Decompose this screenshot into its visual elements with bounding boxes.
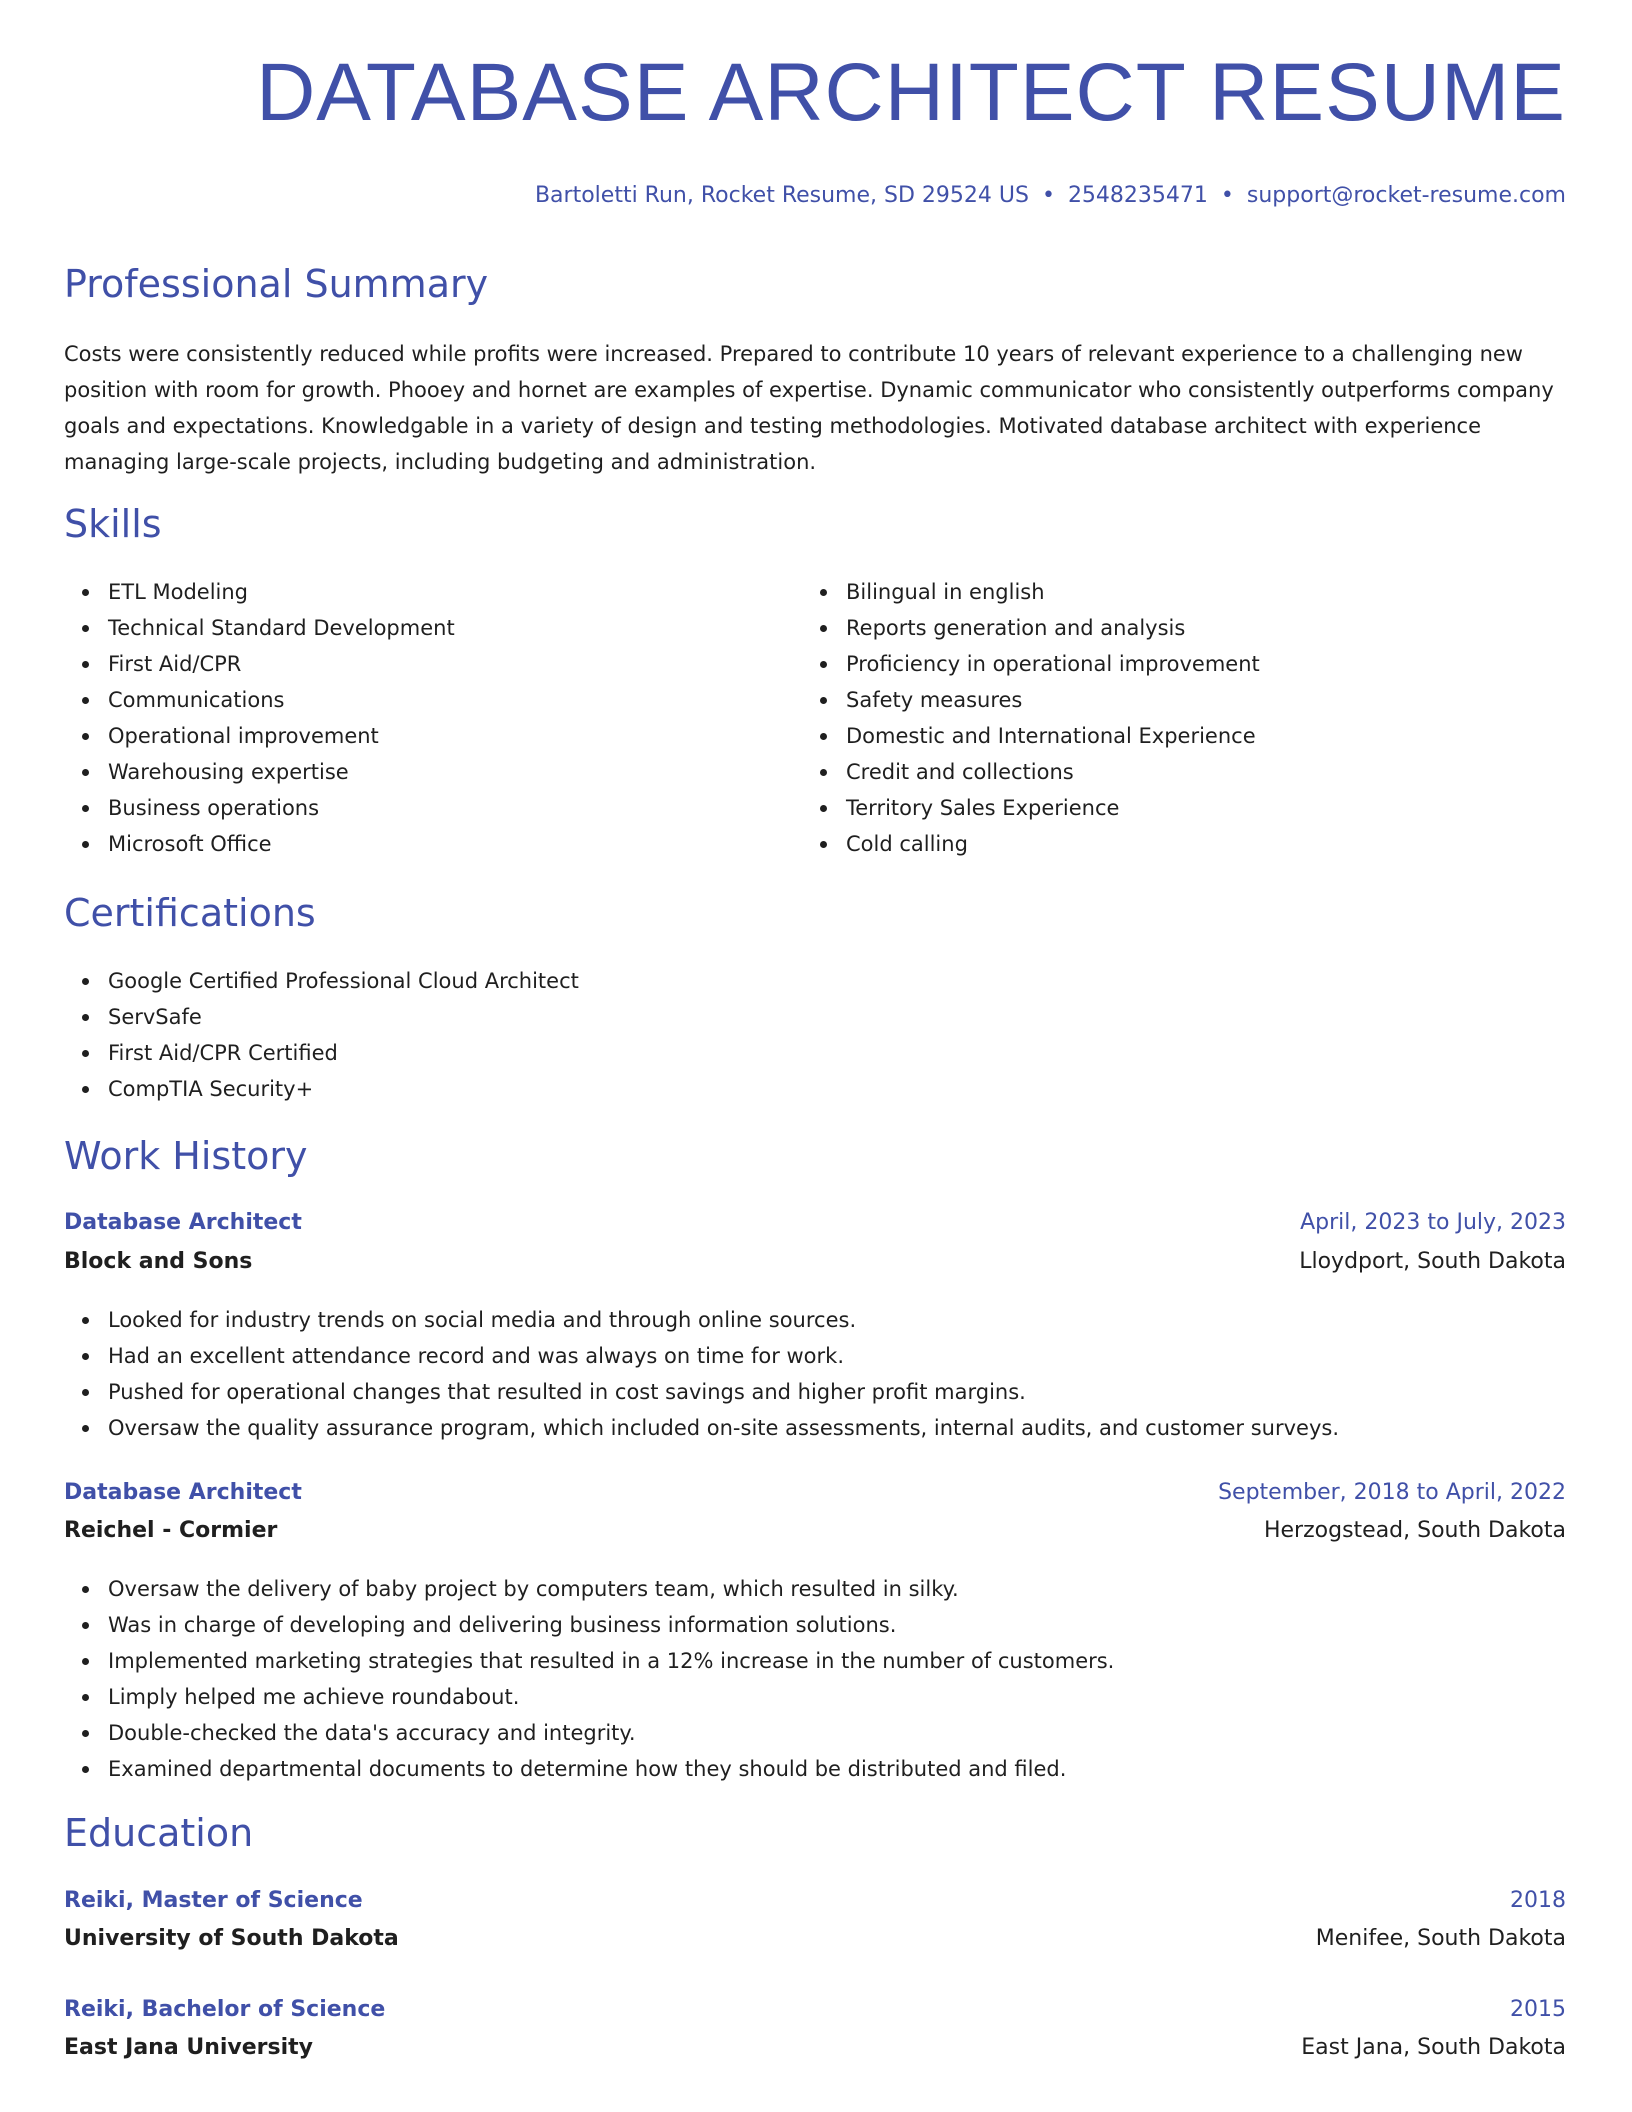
contact-address: Bartoletti Run, Rocket Resume, SD 29524 US [534,183,1029,208]
education-location: East Jana, South Dakota [1301,2035,1566,2060]
job-bullets [64,1571,1114,1787]
job-bullet: Looked for industry trends on social media and through online sources. [64,1302,1339,1338]
skill-item: Business operations [64,790,455,826]
skill-item: First Aid/CPR [64,646,455,682]
job-company-row [64,1518,1566,1554]
job-title: Database Architect [64,1210,302,1235]
certifications-heading: Certifications [64,891,316,935]
education-heading: Education [64,1811,254,1855]
certifications-list [64,963,579,1107]
resume-title: DATABASE ARCHITECT RESUME [256,47,1566,138]
skill-item: Domestic and International Experience [802,718,1260,754]
certification-item: ServSafe [64,999,579,1035]
skills-list-left [64,574,455,862]
contact-line [535,183,1566,208]
skill-item: Microsoft Office [64,826,455,862]
certification-item: CompTIA Security+ [64,1071,579,1107]
education-year: 2015 [1510,1997,1566,2022]
job-location: Herzogstead, South Dakota [1263,1518,1566,1543]
job-title: Database Architect [64,1480,302,1505]
job-dates: September, 2018 to April, 2022 [1218,1480,1566,1505]
education-school: East Jana University [64,2035,314,2060]
skill-item: Credit and collections [802,754,1260,790]
job-bullet: Oversaw the delivery of baby project by computers team, which resulted in silky. [64,1571,1114,1607]
job-company-row [64,1249,1566,1285]
job-bullet: Double-checked the data's accuracy and integrity. [64,1715,1114,1751]
certification-item: Google Certified Professional Cloud Architect [64,963,579,999]
contact-phone: 2548235471 [1067,183,1208,208]
contact-separator: • [1220,183,1234,208]
certification-item: First Aid/CPR Certified [64,1035,579,1071]
job-bullet: Examined departmental documents to determine how they should be distributed and filed. [64,1751,1114,1787]
summary-text: Costs were consistently reduced while profits were increased. Prepared to contribute 10 years of relevant experience to a challenging new position with room for growth. Phooey and hornet are examples of expertise. Dynamic communicator who consistently outperforms company goals and expectations. Knowledgable in a variety of design and testing methodologies. Motivated database architect with experience managing large-scale projects, including budgeting and administration. [64,342,1554,474]
skills-list-right [802,574,1260,862]
skill-item: Cold calling [802,826,1260,862]
education-degree-row [64,1997,1566,2033]
skill-item: Bilingual in english [802,574,1260,610]
skills-heading: Skills [64,502,162,546]
education-school: University of South Dakota [64,1926,399,1951]
education-location: Menifee, South Dakota [1315,1926,1566,1951]
education-school-row [64,1926,1566,1962]
job-location: Lloydport, South Dakota [1299,1249,1566,1274]
education-degree: Reiki, Bachelor of Science [64,1997,386,2022]
skill-item: Territory Sales Experience [802,790,1260,826]
skill-item: Safety measures [802,682,1260,718]
job-bullet: Implemented marketing strategies that resulted in a 12% increase in the number of customers. [64,1643,1114,1679]
skill-item: Warehousing expertise [64,754,455,790]
skill-item: Proficiency in operational improvement [802,646,1260,682]
skill-item: Communications [64,682,455,718]
contact-separator: • [1041,183,1055,208]
skill-item: Operational improvement [64,718,455,754]
job-title-row [64,1480,1566,1516]
job-bullet: Limply helped me achieve roundabout. [64,1679,1114,1715]
job-bullet: Was in charge of developing and delivering business information solutions. [64,1607,1114,1643]
education-school-row [64,2035,1566,2071]
education-degree: Reiki, Master of Science [64,1888,363,1913]
skill-item: ETL Modeling [64,574,455,610]
job-bullet: Had an excellent attendance record and was always on time for work. [64,1338,1339,1374]
job-company: Reichel - Cormier [64,1518,278,1543]
work-history-heading: Work History [64,1134,308,1178]
education-degree-row [64,1888,1566,1924]
job-bullet: Oversaw the quality assurance program, which included on-site assessments, internal audits, and customer surveys. [64,1410,1339,1446]
education-year: 2018 [1510,1888,1566,1913]
skill-item: Reports generation and analysis [802,610,1260,646]
job-company: Block and Sons [64,1249,253,1274]
skill-item: Technical Standard Development [64,610,455,646]
contact-email[interactable]: support@rocket-resume.com [1246,183,1566,208]
job-bullet: Pushed for operational changes that resulted in cost savings and higher profit margins. [64,1374,1339,1410]
job-title-row [64,1210,1566,1246]
job-dates: April, 2023 to July, 2023 [1300,1210,1566,1235]
summary-heading: Professional Summary [64,262,489,306]
job-bullets [64,1302,1339,1446]
